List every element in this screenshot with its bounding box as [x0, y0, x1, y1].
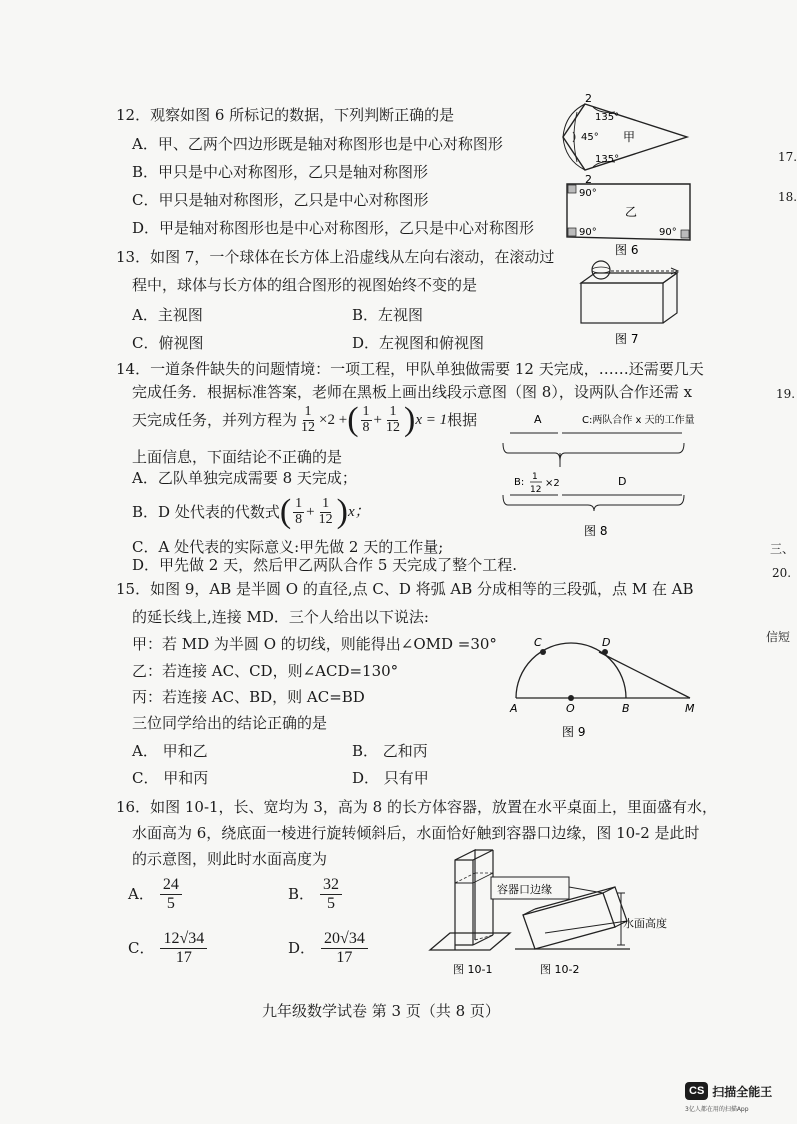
q15-option-b: B． 乙和丙	[352, 742, 428, 760]
q12-option-c: C．甲只是轴对称图形，乙只是中心对称图形	[132, 191, 429, 209]
svg-text:O: O	[566, 702, 575, 715]
scanner-tagline: 3亿人都在用的扫描App	[685, 1106, 749, 1113]
q15-yi: 乙：若连接 AC、CD，则∠ACD=130°	[132, 662, 399, 680]
q15-line2: 的延长线上,连接 MD．三个人给出以下说法:	[132, 608, 429, 626]
fig6-right-angle-3: 90°	[659, 227, 677, 238]
margin-17: 17.	[778, 150, 797, 164]
q14-option-a: A．乙队单独完成需要 8 天完成；	[132, 469, 357, 487]
figure-10	[425, 845, 715, 980]
eq-tail: x = 1	[415, 411, 448, 428]
q15-bing: 丙：若连接 AC、BD，则 AC=BD	[132, 688, 365, 706]
q16-option-a: A． 24 5	[128, 876, 182, 914]
q16-option-b: B． 32 5	[288, 876, 342, 914]
q13-option-c: C．俯视图	[132, 334, 204, 352]
fig10-1-label: 图 10-1	[453, 963, 493, 976]
q13-option-d: D．左视图和俯视图	[352, 334, 485, 352]
fig8-label: 图 8	[584, 524, 608, 538]
q12-option-d: D．甲是轴对称图形也是中心对称图形，乙只是中心对称图形	[132, 219, 535, 237]
svg-text:M: M	[685, 702, 695, 715]
q15-jia: 甲：若 MD 为半圆 O 的切线，则能得出∠OMD =30°	[132, 635, 497, 653]
fig10-callout: 容器口边缘	[497, 883, 552, 896]
fig8-seg-b: B:	[514, 477, 525, 488]
q14-option-c: C．A 处代表的实际意义:甲先做 2 天的工作量;	[132, 538, 444, 556]
svg-text:D: D	[602, 636, 611, 649]
fig6-angle-top: 135°	[595, 112, 620, 123]
q16-line1: 16．如图 10-1，长、宽均为 3，高为 8 的长方体容器，放置在水平桌面上，里面盛有水，	[116, 798, 717, 816]
q13-stem-line1: 13．如图 7，一个球体在长方体上沿虚线从左向右滚动，在滚动过	[116, 248, 555, 266]
eq-frac-3: $\frac{1}{12}$	[385, 403, 400, 435]
fig6-label: 图 6	[615, 243, 639, 257]
q12-option-a: A．甲、乙两个四边形既是轴对称图形也是中心对称图形	[132, 135, 503, 153]
margin-19: 19.	[776, 387, 796, 401]
svg-text:A: A	[510, 702, 518, 715]
q12-stem: 12．观察如图 6 所标记的数据，下列判断正确的是	[116, 106, 455, 124]
eq-frac-1: $\frac{1}{12}$	[301, 403, 316, 435]
q14-line1: 14．一道条件缺失的问题情境：一项工程，甲队单独做需要 12 天完成，……还需要几天	[116, 360, 704, 378]
svg-text:B: B	[622, 702, 630, 715]
svg-text:×2: ×2	[545, 478, 560, 489]
q13-option-a: A．主视图	[132, 306, 203, 324]
q15-ask: 三位同学给出的结论正确的是	[132, 714, 328, 732]
q14-line2: 完成任务．根据标准答案，老师在黑板上画出线段示意图（图 8），设两队合作还需 x	[132, 383, 693, 401]
q14-line4: 上面信息，下面结论不正确的是	[132, 448, 343, 466]
q13-option-b: B．左视图	[352, 306, 424, 324]
b-frac-1: $\frac{1}{8}$	[295, 495, 303, 527]
margin-section-3: 三、	[770, 542, 795, 556]
scanner-logo: CS	[685, 1082, 708, 1100]
fig10-2-label: 图 10-2	[540, 963, 580, 976]
eq-times2: ×2 +	[319, 411, 348, 428]
b-frac-2: $\frac{1}{12}$	[318, 495, 333, 527]
q16-option-c: C． 12√34 17	[128, 930, 207, 968]
svg-text:1: 1	[532, 472, 538, 482]
q16-line2: 水面高为 6，绕底面一棱进行旋转倾斜后，水面恰好触到容器口边缘，图 10-2 是此时	[132, 824, 700, 842]
figure-7	[575, 255, 695, 350]
margin-fragment: 信短	[766, 630, 791, 644]
fig6-side-bottom: 2	[585, 173, 592, 186]
q15-line1: 15．如图 9，AB 是半圆 O 的直径,点 C、D 将弧 AB 分成相等的三段弧，点 M 在 AB	[116, 580, 694, 598]
q15-option-a: A． 甲和乙	[132, 742, 208, 760]
fig6-side-top: 2	[585, 92, 592, 105]
eq-frac-2: $\frac{1}{8}$	[362, 403, 370, 435]
fig6-angle-bottom: 135°	[595, 154, 620, 165]
svg-text:C: C	[534, 636, 542, 649]
svg-text:12: 12	[530, 485, 542, 495]
fig8-seg-c: C:两队合作 x 天的工作量	[582, 415, 695, 426]
q16-option-d: D． 20√34 17	[288, 930, 368, 968]
margin-20: 20.	[772, 566, 792, 580]
fig6-right-angle-2: 90°	[579, 227, 597, 238]
q14-line3-pre: 天完成任务，并列方程为	[132, 410, 298, 429]
q12-option-b: B．甲只是中心对称图形，乙只是轴对称图形	[132, 163, 429, 181]
figure-8	[500, 405, 700, 540]
q13-stem-line2: 程中，球体与长方体的组合图形的视图始终不变的是	[132, 276, 478, 294]
q14-option-d: D．甲先做 2 天，然后甲乙两队合作 5 天完成了整个工程.	[132, 556, 517, 574]
fig7-label: 图 7	[615, 332, 639, 346]
fig6-right-angle-1: 90°	[579, 188, 597, 199]
q14-equation-line: 天完成任务，并列方程为 $\frac{1}{12}$ ×2 + ( $\frac{1}{8}$ + $\frac{1}{12}$ ) x = 1 根据	[132, 401, 478, 438]
figure-9	[500, 630, 705, 742]
fig8-seg-d: D	[618, 475, 627, 488]
q16-line3: 的示意图，则此时水面高度为	[132, 850, 328, 868]
fig9-label: 图 9	[562, 725, 586, 739]
q14-option-b: B．D 处代表的代数式 ( $\frac{1}{8}$ + $\frac{1}{12}$ ) x；	[132, 493, 370, 530]
fig10-water-height: 水面高度	[623, 917, 667, 930]
scanner-name: 扫描全能王	[712, 1084, 773, 1099]
fig6-name-yi: 乙	[625, 205, 638, 219]
fig8-seg-a: A	[534, 413, 542, 426]
page-footer: 九年级数学试卷 第 3 页（共 8 页）	[262, 1002, 500, 1020]
fig6-angle-left: 45°	[581, 132, 599, 143]
margin-18: 18.	[778, 190, 797, 204]
q14-line3-post: 根据	[447, 410, 478, 429]
figure-6	[555, 92, 705, 257]
q15-option-c: C． 甲和丙	[132, 769, 209, 787]
scanner-watermark	[685, 1082, 772, 1100]
fig6-name-jia: 甲	[623, 130, 636, 144]
q15-option-d: D． 只有甲	[352, 769, 429, 787]
